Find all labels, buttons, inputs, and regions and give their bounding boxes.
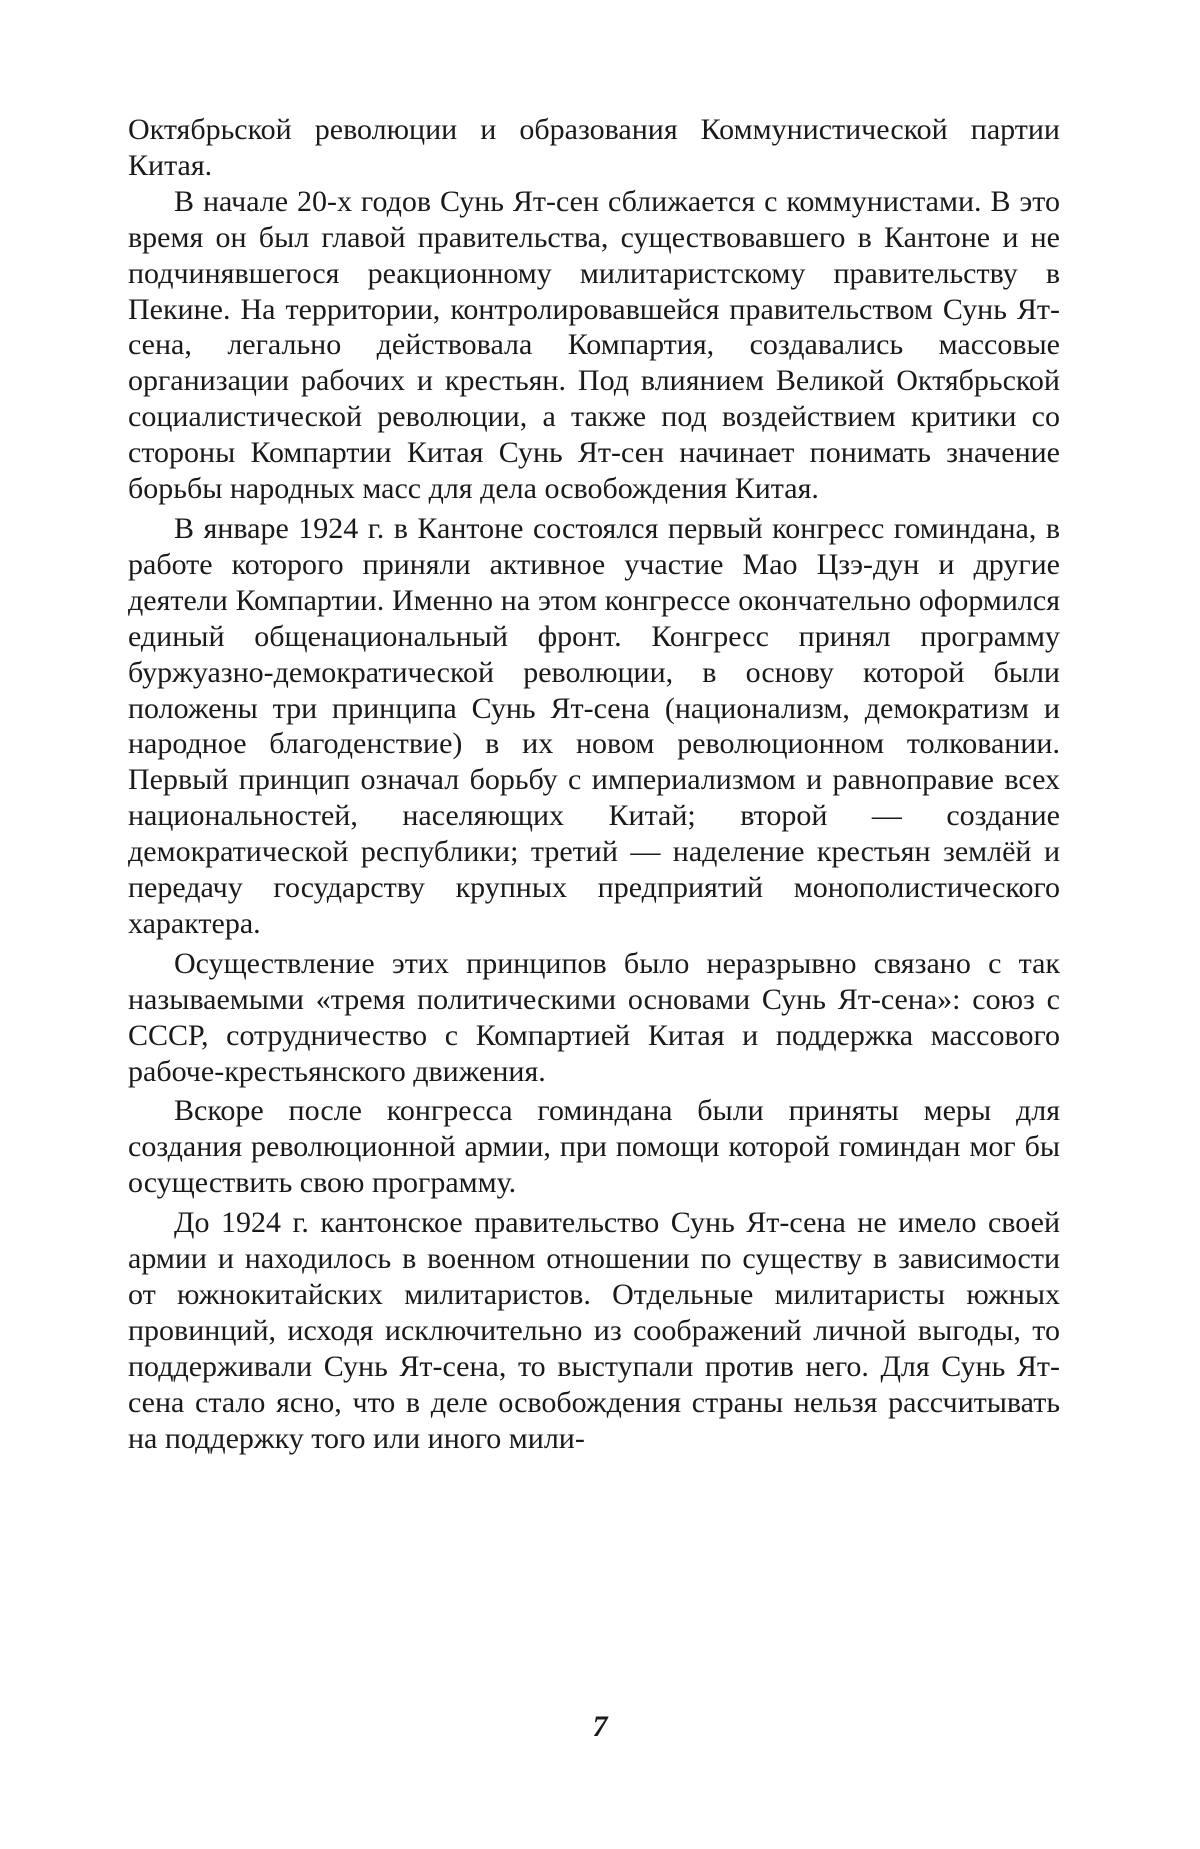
paragraph: До 1924 г. кантонское правительство Сунь Ят-сена не имело своей армии и находилось в военном отношении по существу в зависимости от южнокитайских милитаристов. Отдельные милитаристы южных провинций, исходя исключительно из соображений личной выгоды, то поддерживали Сунь Ят-сена, то выступали против него. Для Сунь Ят-сена стало ясно, что в деле освобождения страны нельзя рассчитывать на поддержку того или иного мили- bbox=[128, 1206, 1060, 1455]
page-number: 7 bbox=[592, 1710, 608, 1743]
paragraph: В начале 20-х годов Сунь Ят-сен сближается с коммунистами. В это время он был главой правительства, существовавшего в Кантоне и не подчинявшегося реакционному милитаристскому правительству в Пекине. На территории, контролировавшейся правительством Сунь Ят-сена, легально действовала Компартия, создавались массовые организации рабочих и крестьян. Под влиянием Великой Октябрьской социалистической революции, а также под воздействием критики со стороны Компартии Китая Сунь Ят-сен начинает понимать значение борьбы народных масс для дела освобождения Китая. bbox=[128, 184, 1060, 506]
paragraph-continuation: Октябрьской революции и образования Коммунистической партии Китая. bbox=[128, 113, 1060, 182]
body-text bbox=[128, 112, 1060, 1457]
paragraph: В январе 1924 г. в Кантоне состоялся первый конгресс гоминдана, в работе которого приняли активное участие Мао Цзэ-дун и другие деятели Компартии. Именно на этом конгрессе окончательно оформился единый общенациональный фронт. Конгресс принял программу буржуазно-демократической революции, в основу которой были положены три принципа Сунь Ят-сена (национализм, демократизм и народное благоденствие) в их новом революционном толковании. Первый принцип означал борьбу с империализмом и равноправие всех национальностей, населяющих Китай; второй — создание демократической республики; третий — наделение крестьян землёй и передачу государству крупных предприятий монополистического характера. bbox=[128, 511, 1060, 940]
paragraph: Вскоре после конгресса гоминдана были приняты меры для создания революционной армии, при помощи которой гоминдан мог бы осуществить свою программу. bbox=[128, 1094, 1060, 1200]
paragraph: Осуществление этих принципов было неразрывно связано с так называемыми «тремя политическими основами Сунь Ят-сена»: союз с СССР, сотрудничество с Компартией Китая и поддержка массового рабоче-крестьянского движения. bbox=[128, 946, 1060, 1088]
